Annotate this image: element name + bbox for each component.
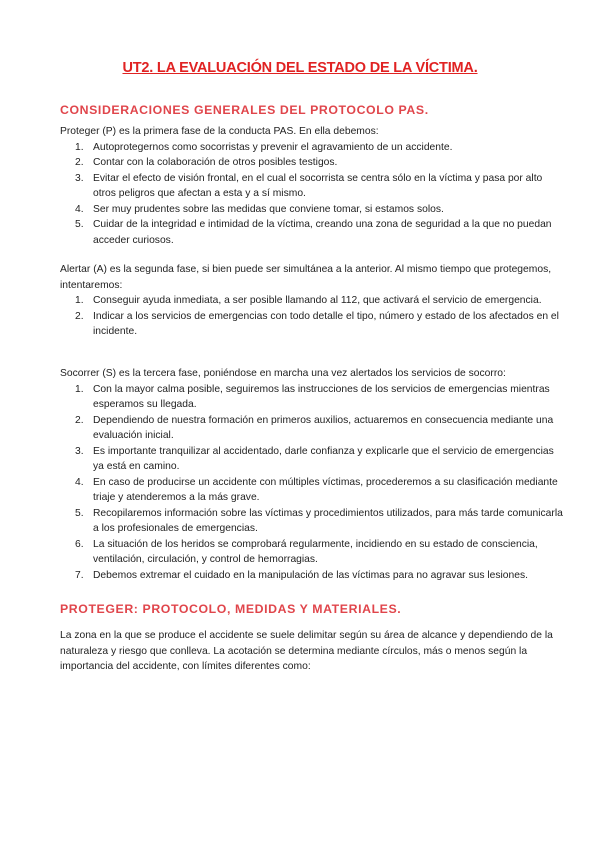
list-item: 2. Dependiendo de nuestra formación en primeros auxilios, actuaremos en consecuencia mediante una evaluación inicial. [75,414,554,441]
section-heading-proteger: PROTEGER: PROTOCOLO, MEDIDAS Y MATERIALES. [60,602,402,616]
list-item: 2. Contar con la colaboración de otros posibles testigos. [75,157,338,168]
list-item: 4. En caso de producirse un accidente con múltiples víctimas, procederemos a su clasificación mediante triaje y atenderemos a la más grave. [75,476,558,503]
list-item: 1. Autoprotegernos como socorristas y prevenir el agravamiento de un accidente. [75,141,453,153]
proteger-zona-paragraph: La zona en la que se produce el accidente se suele delimitar según su área de alcance y dependiendo de la naturaleza y riesgo que conlleva. La acotación se determina mediante círculos, más o menos según la importancia del accidente, con límites diferentes como: [60,630,553,672]
list-item: 2. Indicar a los servicios de emergencias con todo detalle el tipo, número y estado de los afectados en el incidente. [75,310,559,337]
list-item: 6. La situación de los heridos se comprobará regularmente, incidiendo en su estado de consciencia, ventilación, circulación, y control de hemorragias. [75,538,538,565]
proteger-intro: Proteger (P) es la primera fase de la conducta PAS. En ella debemos: [60,126,379,137]
list-item: 3. Evitar el efecto de visión frontal, en el cual el socorrista se centra sólo en la víctima y pasa por alto otros peligros que afectan a esta y a sí mismo. [75,172,543,199]
socorrer-list [60,382,564,584]
proteger-list [60,140,564,249]
alertar-block [60,262,564,340]
socorrer-intro: Socorrer (S) es la tercera fase, poniéndose en marcha una vez alertados los servicios de socorro: [60,368,506,379]
list-item: 1. Conseguir ayuda inmediata, a ser posible llamando al 112, que activará el servicio de emergencia. [75,295,542,306]
list-item: 7. Debemos extremar el cuidado en la manipulación de las víctimas para no agravar sus lesiones. [75,569,528,581]
alertar-intro: Alertar (A) es la segunda fase, si bien puede ser simultánea a la anterior. Al mismo tiempo que protegemos, intentaremos: [60,264,552,291]
alertar-list [60,293,564,340]
list-item: 5. Recopilaremos información sobre las víctimas y procedimientos utilizados, para más tarde comunicarla a los profesionales de emergencias. [75,507,563,534]
list-item: 1. Con la mayor calma posible, seguiremos las instrucciones de los servicios de emergencias mientras esperamos su llegada. [75,383,550,410]
section-heading-consideraciones: CONSIDERACIONES GENERALES DEL PROTOCOLO PAS. [60,103,429,117]
proteger-block [60,124,564,248]
list-item: 5. Cuidar de la integridad e intimidad de la víctima, creando una zona de seguridad a la que no puedan acceder curiosos. [75,219,552,246]
list-item: 3. Es importante tranquilizar al accidentado, darle confianza y explicarle que el servicio de emergencias ya está en camino. [75,445,554,472]
list-item: 4. Ser muy prudentes sobre las medidas que conviene tomar, si estamos solos. [75,203,444,215]
socorrer-block [60,366,564,583]
page-title: UT2. LA EVALUACIÓN DEL ESTADO DE LA VÍCTIMA. [122,60,478,76]
